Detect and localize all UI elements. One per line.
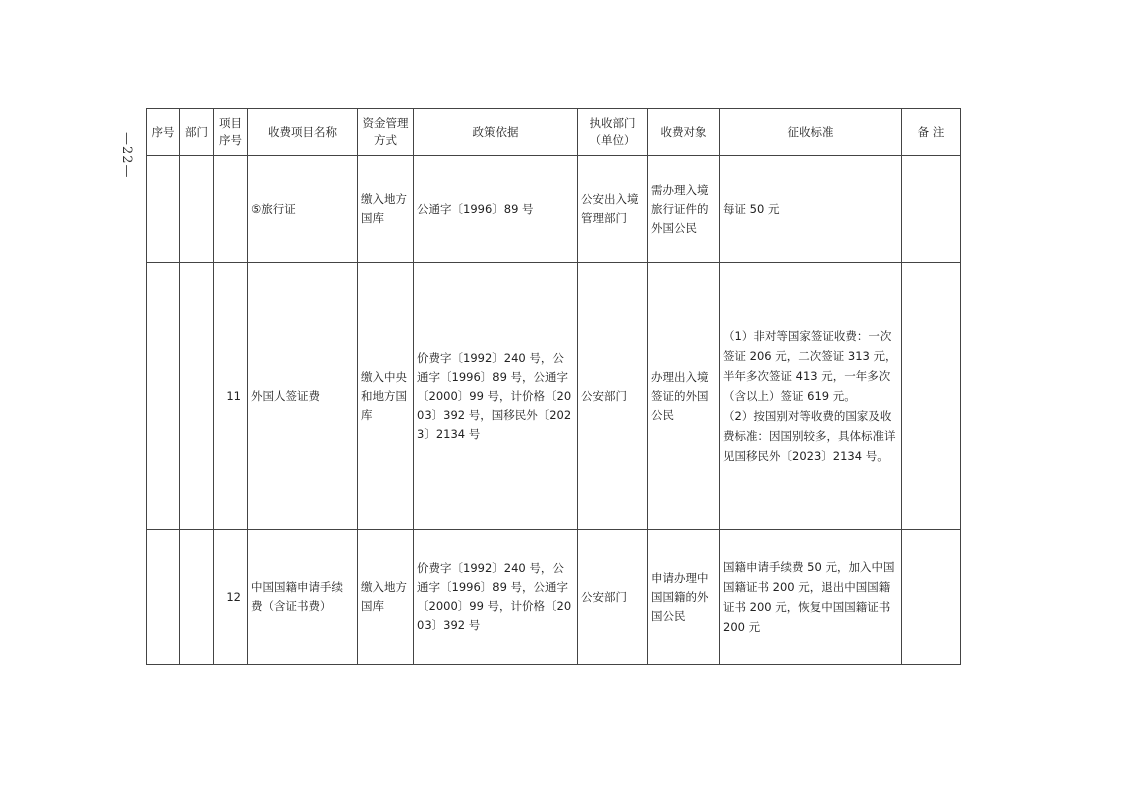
cell-remark xyxy=(902,156,961,263)
cell-fund-mgmt: 缴入地方国库 xyxy=(358,156,414,263)
page-number: —22— xyxy=(119,132,134,179)
cell-standard xyxy=(720,263,902,530)
standard-item-1: （1）非对等国家签证收费：一次签证 206 元，二次签证 313 元，半年多次签证 413 元，一年多次（含以上）签证 619 元。 xyxy=(723,329,897,403)
cell-policy: 价费字〔1992〕240 号，公通字〔1996〕89 号，公通字〔2000〕99 号，计价格〔2003〕392 号 xyxy=(414,530,578,665)
header-collector: 执收部门（单位） xyxy=(578,109,648,156)
cell-item-name: 中国国籍申请手续费（含证书费） xyxy=(248,530,358,665)
cell-dept xyxy=(180,156,214,263)
standard-item-2: （2）按国别对等收费的国家及收费标准：因国别较多，具体标准详见国移民外〔2023〕2134 号。 xyxy=(723,409,896,463)
cell-target: 办理出入境签证的外国公民 xyxy=(648,263,720,530)
header-row xyxy=(147,109,961,156)
cell-seq xyxy=(147,530,180,665)
table-row xyxy=(147,156,961,263)
cell-collector: 公安部门 xyxy=(578,530,648,665)
cell-fund-mgmt: 缴入地方国库 xyxy=(358,530,414,665)
header-standard: 征收标准 xyxy=(720,109,902,156)
cell-dept xyxy=(180,263,214,530)
cell-policy: 公通字〔1996〕89 号 xyxy=(414,156,578,263)
header-item-name: 收费项目名称 xyxy=(248,109,358,156)
cell-item-seq: 11 xyxy=(214,263,248,530)
cell-fund-mgmt: 缴入中央和地方国库 xyxy=(358,263,414,530)
header-item-seq: 项目序号 xyxy=(214,109,248,156)
cell-dept xyxy=(180,530,214,665)
cell-item-name: 外国人签证费 xyxy=(248,263,358,530)
header-fund-mgmt: 资金管理方式 xyxy=(358,109,414,156)
header-policy: 政策依据 xyxy=(414,109,578,156)
header-remark: 备 注 xyxy=(902,109,961,156)
header-target: 收费对象 xyxy=(648,109,720,156)
cell-target: 需办理入境旅行证件的外国公民 xyxy=(648,156,720,263)
cell-target: 申请办理中国国籍的外国公民 xyxy=(648,530,720,665)
cell-remark xyxy=(902,263,961,530)
table-row xyxy=(147,263,961,530)
cell-remark xyxy=(902,530,961,665)
header-dept: 部门 xyxy=(180,109,214,156)
cell-item-name: ⑤旅行证 xyxy=(248,156,358,263)
cell-standard: 国籍申请手续费 50 元，加入中国国籍证书 200 元，退出中国国籍证书 200 元，恢复中国国籍证书 200 元 xyxy=(720,530,902,665)
cell-seq xyxy=(147,156,180,263)
fee-table xyxy=(146,108,961,665)
cell-seq xyxy=(147,263,180,530)
cell-standard: 每证 50 元 xyxy=(720,156,902,263)
table-row xyxy=(147,530,961,665)
cell-policy: 价费字〔1992〕240 号，公通字〔1996〕89 号，公通字〔2000〕99 号，计价格〔2003〕392 号，国移民外〔2023〕2134 号 xyxy=(414,263,578,530)
cell-item-seq xyxy=(214,156,248,263)
cell-collector: 公安出入境管理部门 xyxy=(578,156,648,263)
cell-item-seq: 12 xyxy=(214,530,248,665)
header-seq: 序号 xyxy=(147,109,180,156)
cell-collector: 公安部门 xyxy=(578,263,648,530)
